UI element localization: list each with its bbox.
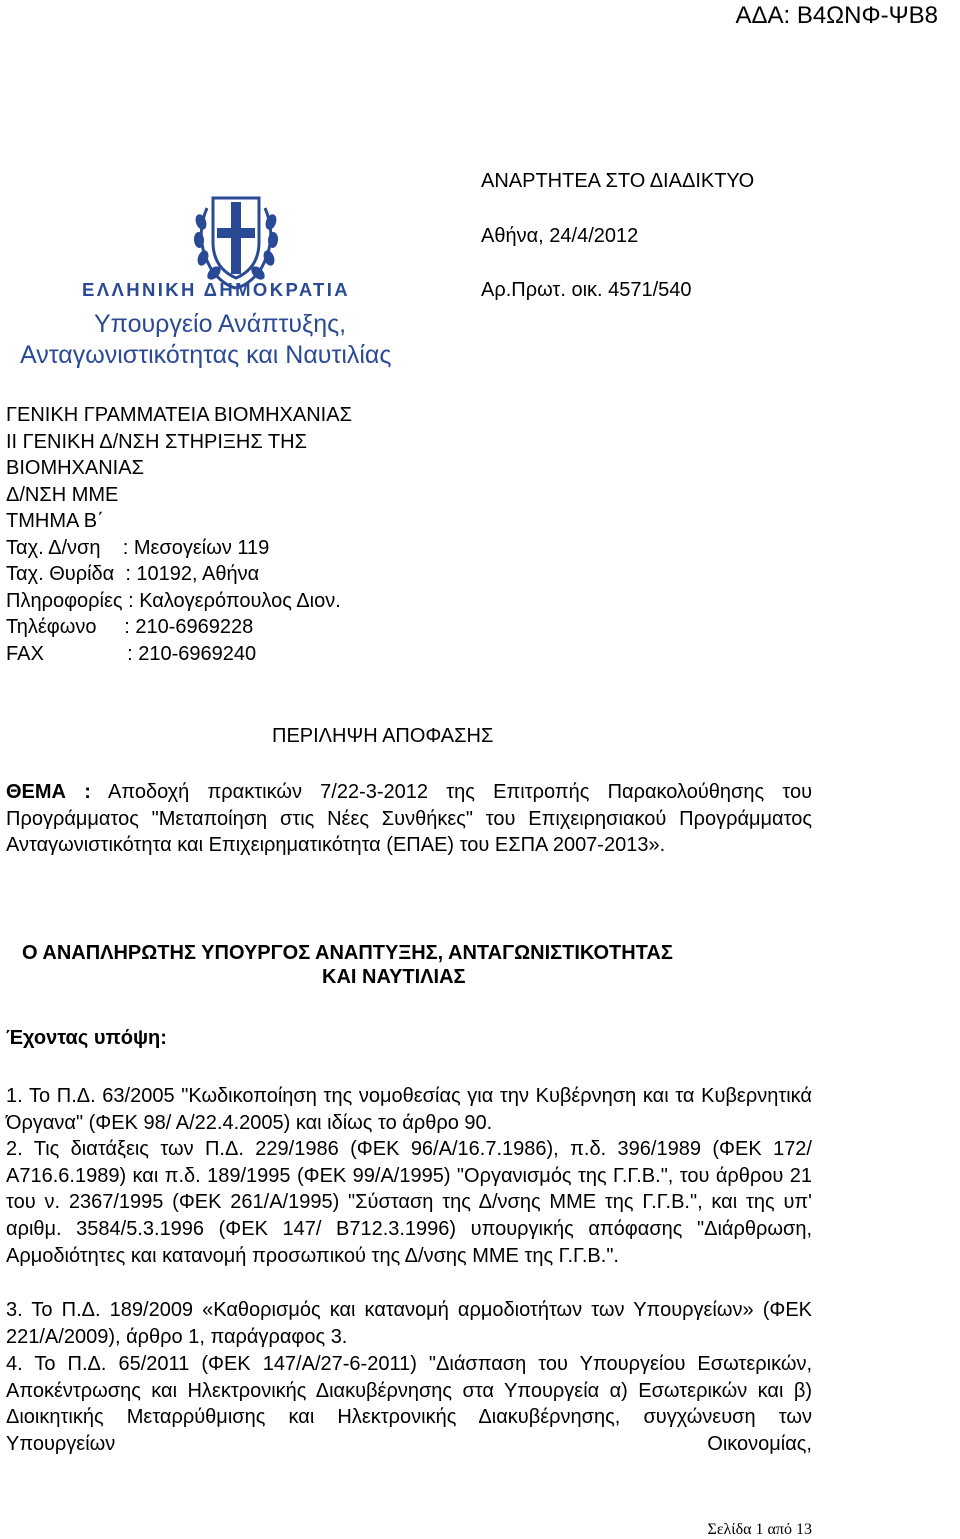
posting-notice: ΑΝΑΡΤΗΤΕΑ ΣΤΟ ΔΙΑΔΙΚΤΥΟ bbox=[481, 170, 755, 192]
legal-item: 2. Τις διατάξεις των Π.Δ. 229/1986 (ΦΕΚ 96/Α/16.7.1986), π.δ. 396/1989 (ΦΕΚ 172/Α716.6.1989) και π.δ. 189/1995 (ΦΕΚ 99/Α/1995) "Οργανισμός της Γ.Γ.Β.", του άρθρου 21 του ν. 2367/1995 (ΦΕΚ 261/Α/1995) "Σύσταση της Δ/νσης ΜΜΕ της Γ.Γ.Β.", και της υπ' αριθμ. 3584/5.3.1996 (ΦΕΚ 147/ Β712.3.1996) υπουργικής απόφασης "Διάρθρωση, Αρμοδιότητες και κατανομή προσωπικού της Δ/νσης ΜΜΕ της Γ.Γ.Β.". bbox=[6, 1138, 812, 1267]
sender-line: ΒΙΟΜΗΧΑΝΙΑΣ bbox=[6, 457, 144, 479]
sender-line: ΓΕΝΙΚΗ ΓΡΑΜΜΑΤΕΙΑ ΒΙΟΜΗΧΑΝΙΑΣ bbox=[6, 404, 352, 426]
deputy-minister-heading: Ο ΑΝΑΠΛΗΡΩΤΗΣ ΥΠΟΥΡΓΟΣ ΑΝΑΠΤΥΞΗΣ, ΑΝΤΑΓΩΝΙΣΤΙΚΟΤΗΤΑΣ bbox=[22, 942, 673, 964]
sender-line: ΤΜΗΜΑ Β΄ bbox=[6, 510, 104, 532]
summary-title: ΠΕΡΙΛΗΨΗ ΑΠΟΦΑΣΗΣ bbox=[272, 725, 494, 747]
greek-emblem-icon bbox=[187, 188, 285, 292]
contact-line: Ταχ. Δ/νση : Μεσογείων 119 bbox=[6, 536, 270, 559]
legal-item: 4. Το Π.Δ. 65/2011 (ΦΕΚ 147/Α/27-6-2011) "Διάσπαση του Υπουργείου Εσωτερικών, Αποκέντρωσης και Ηλεκτρονικής Διακυβέρνησης στα Υπουργεία α) Εσωτερικών και β) Διοικητικής Μεταρρύθμισης και Ηλεκτρονικής Διακυβέρνησης, συγχώνευση των Υπουργείων Οικονομίας, bbox=[6, 1353, 812, 1456]
document-date: Αθήνα, 24/4/2012 bbox=[481, 225, 639, 247]
contact-line: Τηλέφωνο : 210-6969228 bbox=[6, 616, 254, 638]
contact-line: Ταχ. Θυρίδα : 10192, Αθήνα bbox=[6, 563, 260, 585]
contact-line: Πληροφορίες : Καλογερόπουλος Διον. bbox=[6, 589, 341, 612]
ministry-name-line1: Υπουργείο Ανάπτυξης, bbox=[94, 310, 347, 338]
ada-code: ΑΔΑ: Β4ΩΝΦ-ΨΒ8 bbox=[735, 2, 938, 29]
ministry-logo bbox=[20, 188, 460, 383]
legal-item: 1. Το Π.Δ. 63/2005 "Κωδικοποίηση της νομοθεσίας για την Κυβέρνηση και τα Κυβερνητικά Όργανα" (ΦΕΚ 98/ Α/22.4.2005) και ιδίως το άρθρο 90. bbox=[6, 1085, 812, 1134]
republic-label: ΕΛΛΗΝΙΚΗ ΔΗΜΟΚΡΑΤΙΑ bbox=[82, 279, 351, 300]
deputy-minister-heading-line2: ΚΑΙ ΝΑΥΤΙΛΙΑΣ bbox=[322, 966, 466, 988]
subject-text: Αποδοχή πρακτικών 7/22-3-2012 της Επιτροπής Παρακολούθησης του Προγράμματος "Μεταποίηση στις Νέες Συνθήκες" του Επιχειρησιακού Προγράμματος Ανταγωνιστικότητα και Επιχειρηματικότητα (ΕΠΑΕ) του ΕΣΠΑ 2007-2013». bbox=[6, 781, 813, 857]
subject-label: ΘΕΜΑ : bbox=[6, 781, 91, 803]
subject-paragraph bbox=[6, 779, 812, 859]
legal-item: 3. Το Π.Δ. 189/2009 «Καθορισμός και κατανομή αρμοδιοτήτων των Υπουργείων» (ΦΕΚ 221/Α/2009), άρθρο 1, παράγραφος 3. bbox=[6, 1299, 812, 1348]
sender-line: ΙΙ ΓΕΝΙΚΗ Δ/ΝΣΗ ΣΤΗΡΙΞΗΣ ΤΗΣ bbox=[6, 430, 307, 453]
ministry-name-line2: Ανταγωνιστικότητας και Ναυτιλίας bbox=[20, 341, 392, 369]
page-number: Σελίδα 1 από 13 bbox=[707, 1521, 812, 1538]
contact-line: FAX : 210-6969240 bbox=[6, 642, 257, 665]
sender-line: Δ/ΝΣΗ ΜΜΕ bbox=[6, 483, 119, 506]
having-regard-label: Έχοντας υπόψη: bbox=[6, 1027, 167, 1049]
protocol-number: Αρ.Πρωτ. οικ. 4571/540 bbox=[481, 279, 692, 301]
sender-block bbox=[6, 402, 352, 667]
